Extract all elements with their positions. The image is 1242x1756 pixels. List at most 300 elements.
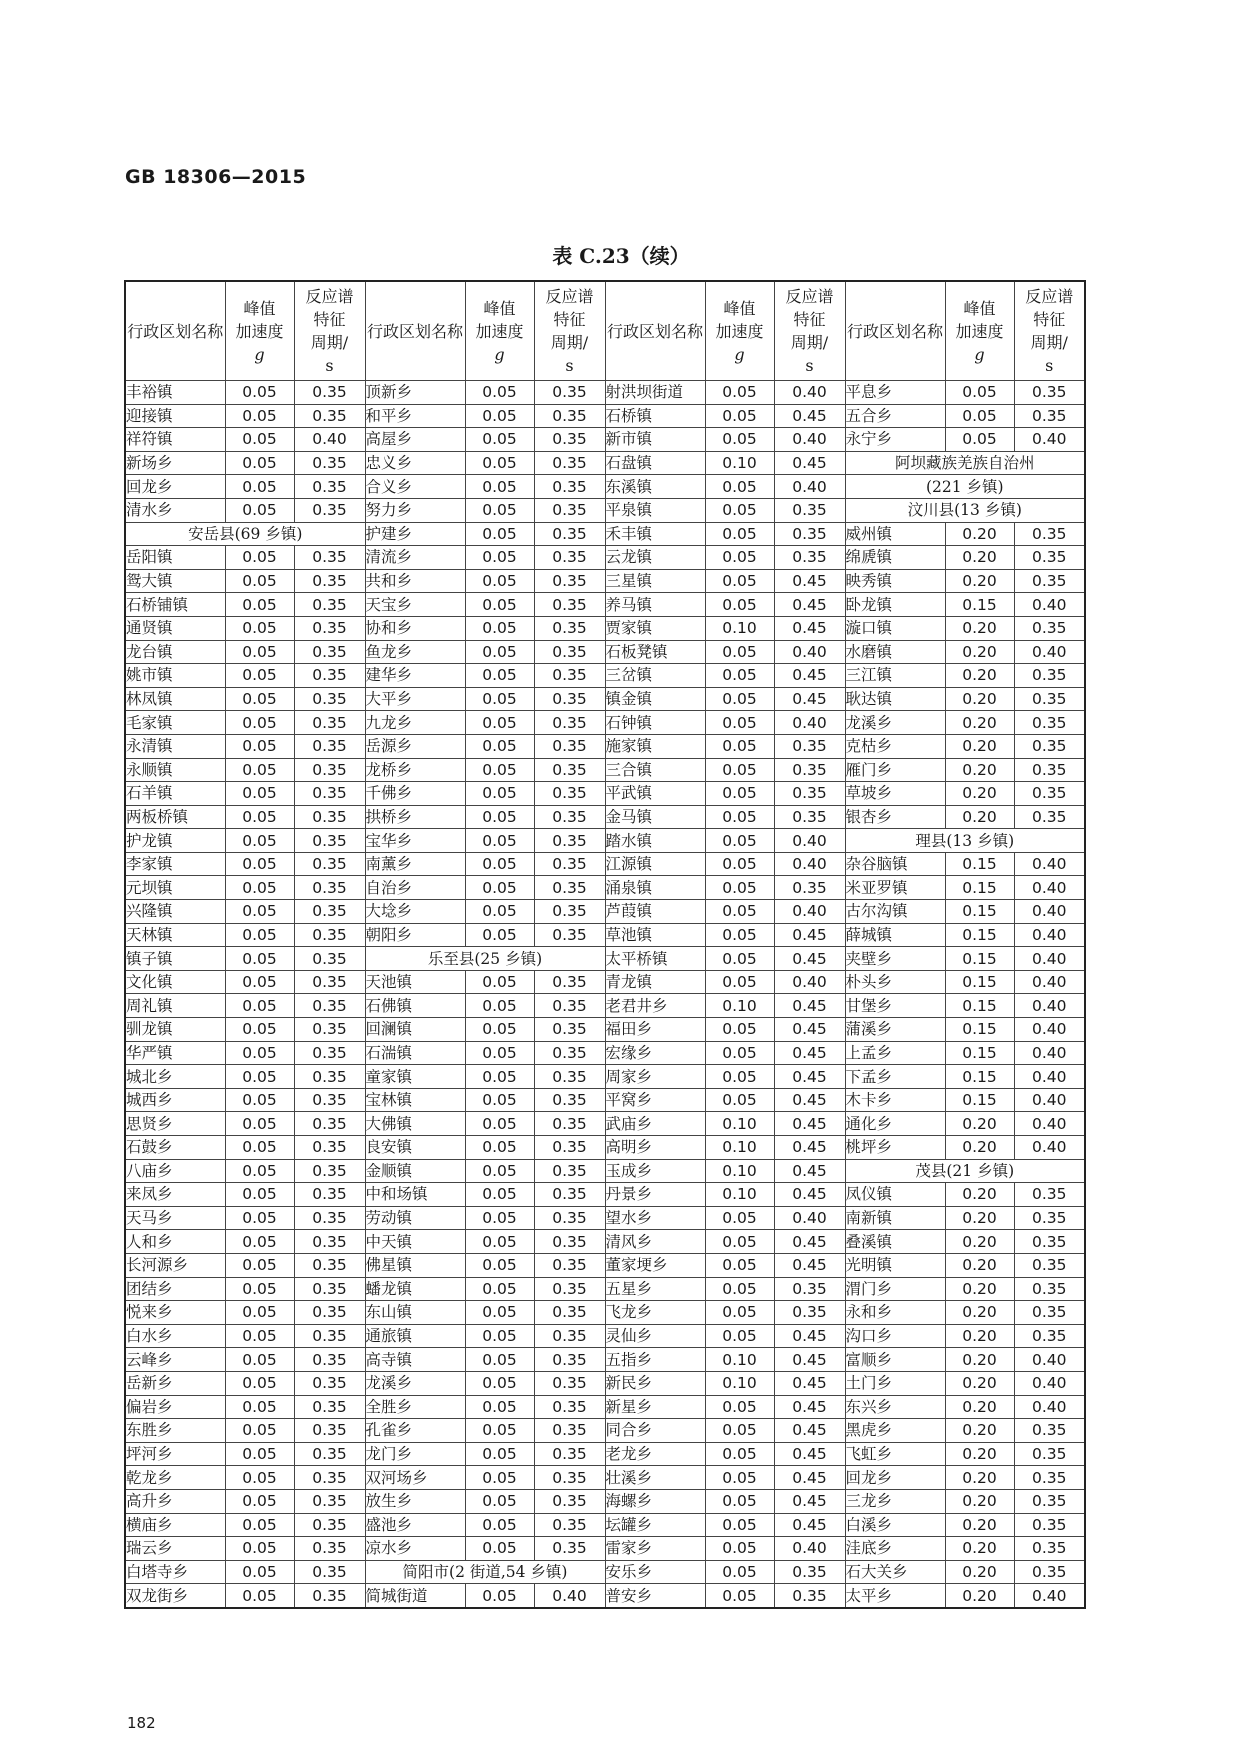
header-line: 周期/: [310, 333, 349, 352]
division-name: 简城街道: [365, 1584, 465, 1608]
division-name: 八庙乡: [125, 1159, 225, 1183]
spectrum-period: 0.40: [1014, 1136, 1085, 1160]
region-heading: 茂县(21 乡镇): [845, 1159, 1085, 1183]
peak-acceleration: 0.05: [465, 829, 534, 853]
spectrum-period: 0.35: [294, 451, 365, 475]
peak-acceleration: 0.05: [225, 381, 294, 405]
peak-acceleration: 0.20: [945, 1419, 1014, 1443]
spectrum-period: 0.35: [534, 1112, 605, 1136]
spectrum-period: 0.40: [1014, 1065, 1085, 1089]
spectrum-period: 0.35: [534, 498, 605, 522]
spectrum-period: 0.35: [534, 900, 605, 924]
division-name: 努力乡: [365, 498, 465, 522]
division-name: 横庙乡: [125, 1513, 225, 1537]
peak-acceleration: 0.05: [225, 1537, 294, 1561]
table-row: [125, 428, 1085, 452]
spectrum-period: 0.40: [1014, 876, 1085, 900]
peak-acceleration: 0.05: [225, 1183, 294, 1207]
division-name: 新场乡: [125, 451, 225, 475]
division-name: 华严镇: [125, 1041, 225, 1065]
table-row: [125, 782, 1085, 806]
spectrum-period: 0.35: [1014, 1537, 1085, 1561]
division-name: 古尔沟镇: [845, 900, 945, 924]
table-row: [125, 1018, 1085, 1042]
spectrum-period: 0.35: [534, 758, 605, 782]
spectrum-period: 0.35: [294, 782, 365, 806]
table-row: [125, 1230, 1085, 1254]
peak-acceleration: 0.05: [705, 900, 774, 924]
division-name: 东山镇: [365, 1301, 465, 1325]
peak-acceleration: 0.05: [225, 616, 294, 640]
header-line: 特征: [553, 310, 586, 329]
division-name: 石鼓乡: [125, 1136, 225, 1160]
peak-acceleration: 0.05: [465, 782, 534, 806]
peak-acceleration: 0.05: [225, 711, 294, 735]
table-row: [125, 711, 1085, 735]
division-name: 周礼镇: [125, 994, 225, 1018]
spectrum-period: 0.35: [294, 1419, 365, 1443]
spectrum-period: 0.35: [534, 711, 605, 735]
division-name: 涌泉镇: [605, 876, 705, 900]
spectrum-period: 0.35: [294, 1584, 365, 1608]
division-name: 老君井乡: [605, 994, 705, 1018]
division-name: 太平桥镇: [605, 947, 705, 971]
division-name: 九龙乡: [365, 711, 465, 735]
peak-acceleration: 0.05: [225, 1301, 294, 1325]
peak-acceleration: 0.05: [465, 1301, 534, 1325]
region-heading: 汶川县(13 乡镇): [845, 498, 1085, 522]
spectrum-period: 0.35: [294, 1324, 365, 1348]
division-name: 壮溪乡: [605, 1466, 705, 1490]
peak-acceleration: 0.20: [945, 640, 1014, 664]
spectrum-period: 0.35: [534, 782, 605, 806]
division-name: 丹景乡: [605, 1183, 705, 1207]
spectrum-period: 0.35: [294, 900, 365, 924]
peak-acceleration: 0.20: [945, 664, 1014, 688]
column-header-accel: [705, 281, 774, 381]
division-name: 桃坪乡: [845, 1136, 945, 1160]
peak-acceleration: 0.15: [945, 852, 1014, 876]
division-name: 禾丰镇: [605, 522, 705, 546]
table-row: [125, 1136, 1085, 1160]
table-row: [125, 475, 1085, 499]
region-heading: 阿坝藏族羌族自治州: [845, 451, 1085, 475]
spectrum-period: 0.35: [294, 1371, 365, 1395]
division-name: 偏岩乡: [125, 1395, 225, 1419]
spectrum-period: 0.35: [534, 805, 605, 829]
spectrum-period: 0.35: [534, 404, 605, 428]
peak-acceleration: 0.20: [945, 1324, 1014, 1348]
peak-acceleration: 0.05: [465, 1088, 534, 1112]
peak-acceleration: 0.05: [465, 1489, 534, 1513]
spectrum-period: 0.40: [1014, 640, 1085, 664]
division-name: 新市镇: [605, 428, 705, 452]
spectrum-period: 0.35: [294, 616, 365, 640]
peak-acceleration: 0.05: [465, 923, 534, 947]
division-name: 回龙乡: [125, 475, 225, 499]
peak-acceleration: 0.05: [465, 522, 534, 546]
spectrum-period: 0.45: [774, 923, 845, 947]
spectrum-period: 0.40: [774, 428, 845, 452]
table-row: [125, 1537, 1085, 1561]
table-row: [125, 900, 1085, 924]
table-row: [125, 1041, 1085, 1065]
division-name: 三岔镇: [605, 664, 705, 688]
table-row: [125, 1560, 1085, 1584]
peak-acceleration: 0.05: [225, 758, 294, 782]
division-name: 夹壁乡: [845, 947, 945, 971]
peak-acceleration: 0.05: [225, 1018, 294, 1042]
peak-acceleration: 0.05: [225, 546, 294, 570]
division-name: 镇金镇: [605, 687, 705, 711]
peak-acceleration: 0.05: [705, 1489, 774, 1513]
spectrum-period: 0.35: [534, 1371, 605, 1395]
peak-acceleration: 0.05: [465, 1065, 534, 1089]
spectrum-period: 0.45: [774, 404, 845, 428]
spectrum-period: 0.35: [534, 1088, 605, 1112]
spectrum-period: 0.40: [774, 970, 845, 994]
division-name: 石盘镇: [605, 451, 705, 475]
column-header-name: 行政区划名称: [365, 281, 465, 381]
spectrum-period: 0.35: [534, 1018, 605, 1042]
division-name: 石桥铺镇: [125, 593, 225, 617]
spectrum-period: 0.35: [774, 522, 845, 546]
division-name: 东胜乡: [125, 1419, 225, 1443]
division-name: 雷家乡: [605, 1537, 705, 1561]
peak-acceleration: 0.20: [945, 1136, 1014, 1160]
peak-acceleration: 0.05: [465, 1159, 534, 1183]
header-line: 峰值: [483, 298, 516, 318]
spectrum-period: 0.35: [294, 1041, 365, 1065]
peak-acceleration: 0.05: [705, 1065, 774, 1089]
table-row: [125, 593, 1085, 617]
peak-acceleration: 0.15: [945, 1041, 1014, 1065]
spectrum-period: 0.40: [774, 640, 845, 664]
spectrum-period: 0.45: [774, 1324, 845, 1348]
spectrum-period: 0.35: [294, 1230, 365, 1254]
spectrum-period: 0.40: [1014, 1395, 1085, 1419]
spectrum-period: 0.45: [774, 664, 845, 688]
header-line: 反应谱: [785, 287, 834, 306]
spectrum-period: 0.35: [294, 498, 365, 522]
peak-acceleration: 0.05: [225, 734, 294, 758]
peak-acceleration: 0.05: [225, 1112, 294, 1136]
peak-acceleration: 0.20: [945, 1230, 1014, 1254]
peak-acceleration: 0.05: [705, 970, 774, 994]
peak-acceleration: 0.05: [465, 1112, 534, 1136]
spectrum-period: 0.40: [1014, 1371, 1085, 1395]
spectrum-period: 0.35: [294, 711, 365, 735]
header-line: 反应谱: [305, 287, 354, 306]
division-name: 双龙街乡: [125, 1584, 225, 1608]
division-name: 高屋乡: [365, 428, 465, 452]
peak-acceleration: 0.05: [705, 947, 774, 971]
peak-acceleration: 0.05: [225, 1136, 294, 1160]
spectrum-period: 0.45: [774, 687, 845, 711]
peak-acceleration: 0.20: [945, 1112, 1014, 1136]
peak-acceleration: 0.15: [945, 947, 1014, 971]
spectrum-period: 0.35: [774, 782, 845, 806]
spectrum-period: 0.35: [774, 1584, 845, 1608]
division-name: 朝阳乡: [365, 923, 465, 947]
peak-acceleration: 0.15: [945, 1088, 1014, 1112]
peak-acceleration: 0.20: [945, 1513, 1014, 1537]
column-header-period: [294, 281, 365, 381]
peak-acceleration: 0.05: [465, 970, 534, 994]
peak-acceleration: 0.05: [225, 829, 294, 853]
table-row: [125, 1277, 1085, 1301]
peak-acceleration: 0.05: [225, 1253, 294, 1277]
division-name: 城西乡: [125, 1088, 225, 1112]
division-name: 高升乡: [125, 1489, 225, 1513]
table-row: [125, 1253, 1085, 1277]
spectrum-period: 0.35: [1014, 1230, 1085, 1254]
table-row: [125, 1395, 1085, 1419]
peak-acceleration: 0.05: [225, 970, 294, 994]
spectrum-period: 0.35: [1014, 1324, 1085, 1348]
table-row: [125, 1348, 1085, 1372]
spectrum-period: 0.40: [774, 475, 845, 499]
table-row: [125, 1065, 1085, 1089]
division-name: 长河源乡: [125, 1253, 225, 1277]
division-name: 福田乡: [605, 1018, 705, 1042]
peak-acceleration: 0.05: [225, 1206, 294, 1230]
spectrum-period: 0.35: [534, 593, 605, 617]
division-name: 薛城镇: [845, 923, 945, 947]
spectrum-period: 0.35: [294, 734, 365, 758]
spectrum-period: 0.35: [294, 1112, 365, 1136]
peak-acceleration: 0.05: [465, 711, 534, 735]
peak-acceleration: 0.05: [465, 381, 534, 405]
division-name: 清风乡: [605, 1230, 705, 1254]
table-row: [125, 498, 1085, 522]
table-row: [125, 805, 1085, 829]
division-name: 施家镇: [605, 734, 705, 758]
spectrum-period: 0.35: [1014, 687, 1085, 711]
division-name: 新星乡: [605, 1395, 705, 1419]
spectrum-period: 0.35: [1014, 1253, 1085, 1277]
spectrum-period: 0.35: [774, 1560, 845, 1584]
division-name: 回澜镇: [365, 1018, 465, 1042]
division-name: 兴隆镇: [125, 900, 225, 924]
division-name: 石钟镇: [605, 711, 705, 735]
division-name: 平泉镇: [605, 498, 705, 522]
spectrum-period: 0.35: [534, 1206, 605, 1230]
division-name: 洼底乡: [845, 1537, 945, 1561]
division-name: 玉成乡: [605, 1159, 705, 1183]
division-name: 金顺镇: [365, 1159, 465, 1183]
spectrum-period: 0.35: [294, 1277, 365, 1301]
spectrum-period: 0.40: [1014, 1348, 1085, 1372]
peak-acceleration: 0.05: [225, 1324, 294, 1348]
peak-acceleration: 0.05: [705, 1206, 774, 1230]
peak-acceleration: 0.05: [225, 994, 294, 1018]
division-name: 贾家镇: [605, 616, 705, 640]
spectrum-period: 0.40: [1014, 1018, 1085, 1042]
peak-acceleration: 0.05: [465, 1041, 534, 1065]
peak-acceleration: 0.20: [945, 1584, 1014, 1608]
division-name: 克枯乡: [845, 734, 945, 758]
peak-acceleration: 0.05: [705, 852, 774, 876]
table-row: [125, 829, 1085, 853]
spectrum-period: 0.35: [294, 1183, 365, 1207]
division-name: 龙溪乡: [365, 1371, 465, 1395]
peak-acceleration: 0.05: [225, 451, 294, 475]
spectrum-period: 0.35: [294, 640, 365, 664]
spectrum-period: 0.45: [774, 1112, 845, 1136]
division-name: 杂谷脑镇: [845, 852, 945, 876]
peak-acceleration: 0.05: [705, 923, 774, 947]
division-name: 东溪镇: [605, 475, 705, 499]
peak-acceleration: 0.05: [225, 1088, 294, 1112]
division-name: 江源镇: [605, 852, 705, 876]
table-row: [125, 1466, 1085, 1490]
spectrum-period: 0.35: [294, 687, 365, 711]
spectrum-period: 0.35: [1014, 381, 1085, 405]
spectrum-period: 0.35: [1014, 1277, 1085, 1301]
division-name: 天宝乡: [365, 593, 465, 617]
division-name: 董家埂乡: [605, 1253, 705, 1277]
division-name: 雁门乡: [845, 758, 945, 782]
peak-acceleration: 0.05: [705, 1041, 774, 1065]
spectrum-period: 0.45: [774, 1018, 845, 1042]
header-line: 反应谱: [1025, 287, 1074, 306]
table-container: [124, 280, 1084, 1609]
peak-acceleration: 0.10: [705, 1159, 774, 1183]
spectrum-period: 0.40: [1014, 923, 1085, 947]
peak-acceleration: 0.05: [225, 876, 294, 900]
peak-acceleration: 0.05: [705, 1466, 774, 1490]
division-name: 灵仙乡: [605, 1324, 705, 1348]
division-name: 大平乡: [365, 687, 465, 711]
division-name: 合义乡: [365, 475, 465, 499]
division-name: 渭门乡: [845, 1277, 945, 1301]
spectrum-period: 0.35: [294, 947, 365, 971]
division-name: 顶新乡: [365, 381, 465, 405]
peak-acceleration: 0.15: [945, 876, 1014, 900]
table-row: [125, 970, 1085, 994]
division-name: 清流乡: [365, 546, 465, 570]
division-name: 五指乡: [605, 1348, 705, 1372]
spectrum-period: 0.35: [534, 428, 605, 452]
division-name: 拱桥乡: [365, 805, 465, 829]
peak-acceleration: 0.20: [945, 1489, 1014, 1513]
division-name: 通贤镇: [125, 616, 225, 640]
spectrum-period: 0.35: [1014, 1489, 1085, 1513]
page-number: 182: [127, 1714, 156, 1732]
spectrum-period: 0.35: [294, 475, 365, 499]
division-name: 飞龙乡: [605, 1301, 705, 1325]
division-name: 龙台镇: [125, 640, 225, 664]
division-name: 团结乡: [125, 1277, 225, 1301]
peak-acceleration: 0.20: [945, 569, 1014, 593]
spectrum-period: 0.35: [774, 876, 845, 900]
division-name: 耿达镇: [845, 687, 945, 711]
peak-acceleration: 0.05: [225, 1159, 294, 1183]
header-line: s: [1045, 356, 1054, 375]
peak-acceleration: 0.05: [705, 1230, 774, 1254]
peak-acceleration: 0.05: [705, 428, 774, 452]
spectrum-period: 0.35: [294, 876, 365, 900]
header-line: 周期/: [790, 333, 829, 352]
division-name: 姚市镇: [125, 664, 225, 688]
peak-acceleration: 0.05: [465, 475, 534, 499]
division-name: 上孟乡: [845, 1041, 945, 1065]
spectrum-period: 0.35: [534, 1136, 605, 1160]
peak-acceleration: 0.20: [945, 1183, 1014, 1207]
spectrum-period: 0.35: [774, 546, 845, 570]
peak-acceleration: 0.05: [705, 1584, 774, 1608]
peak-acceleration: 0.05: [225, 782, 294, 806]
division-name: 望水乡: [605, 1206, 705, 1230]
division-name: 宝林镇: [365, 1088, 465, 1112]
spectrum-period: 0.35: [534, 1253, 605, 1277]
peak-acceleration: 0.05: [225, 687, 294, 711]
region-heading: 简阳市(2 街道,54 乡镇): [365, 1560, 605, 1584]
header-line: 反应谱: [545, 287, 594, 306]
division-name: 宝华乡: [365, 829, 465, 853]
division-name: 普安乡: [605, 1584, 705, 1608]
table-row: [125, 876, 1085, 900]
division-name: 水磨镇: [845, 640, 945, 664]
peak-acceleration: 0.20: [945, 1348, 1014, 1372]
division-name: 朴头乡: [845, 970, 945, 994]
peak-acceleration: 0.05: [705, 522, 774, 546]
peak-acceleration: 0.05: [705, 404, 774, 428]
spectrum-period: 0.35: [294, 1348, 365, 1372]
peak-acceleration: 0.05: [705, 782, 774, 806]
peak-acceleration: 0.05: [465, 994, 534, 1018]
peak-acceleration: 0.05: [465, 758, 534, 782]
division-name: 高寺镇: [365, 1348, 465, 1372]
peak-acceleration: 0.20: [945, 616, 1014, 640]
column-header-name: 行政区划名称: [125, 281, 225, 381]
division-name: 大埝乡: [365, 900, 465, 924]
spectrum-period: 0.35: [774, 1301, 845, 1325]
spectrum-period: 0.35: [294, 1018, 365, 1042]
peak-acceleration: 0.05: [705, 1442, 774, 1466]
peak-acceleration: 0.05: [225, 1277, 294, 1301]
division-name: 元坝镇: [125, 876, 225, 900]
division-name: 清水乡: [125, 498, 225, 522]
spectrum-period: 0.35: [534, 1230, 605, 1254]
spectrum-period: 0.35: [294, 758, 365, 782]
division-name: 大佛镇: [365, 1112, 465, 1136]
peak-acceleration: 0.05: [465, 569, 534, 593]
spectrum-period: 0.35: [534, 569, 605, 593]
division-name: 岳阳镇: [125, 546, 225, 570]
spectrum-period: 0.45: [774, 1395, 845, 1419]
header-line: 加速度: [235, 321, 284, 341]
division-name: 全胜乡: [365, 1395, 465, 1419]
spectrum-period: 0.35: [1014, 664, 1085, 688]
peak-acceleration: 0.05: [465, 546, 534, 570]
division-name: 蒲溪乡: [845, 1018, 945, 1042]
spectrum-period: 0.35: [1014, 404, 1085, 428]
peak-acceleration: 0.05: [705, 1253, 774, 1277]
division-name: 芦葭镇: [605, 900, 705, 924]
division-name: 和平乡: [365, 404, 465, 428]
division-name: 孔雀乡: [365, 1419, 465, 1443]
peak-acceleration: 0.20: [945, 805, 1014, 829]
division-name: 黑虎乡: [845, 1419, 945, 1443]
division-name: 坛罐乡: [605, 1513, 705, 1537]
division-name: 射洪坝街道: [605, 381, 705, 405]
division-name: 老龙乡: [605, 1442, 705, 1466]
spectrum-period: 0.35: [1014, 782, 1085, 806]
spectrum-period: 0.45: [774, 1088, 845, 1112]
division-name: 祥符镇: [125, 428, 225, 452]
